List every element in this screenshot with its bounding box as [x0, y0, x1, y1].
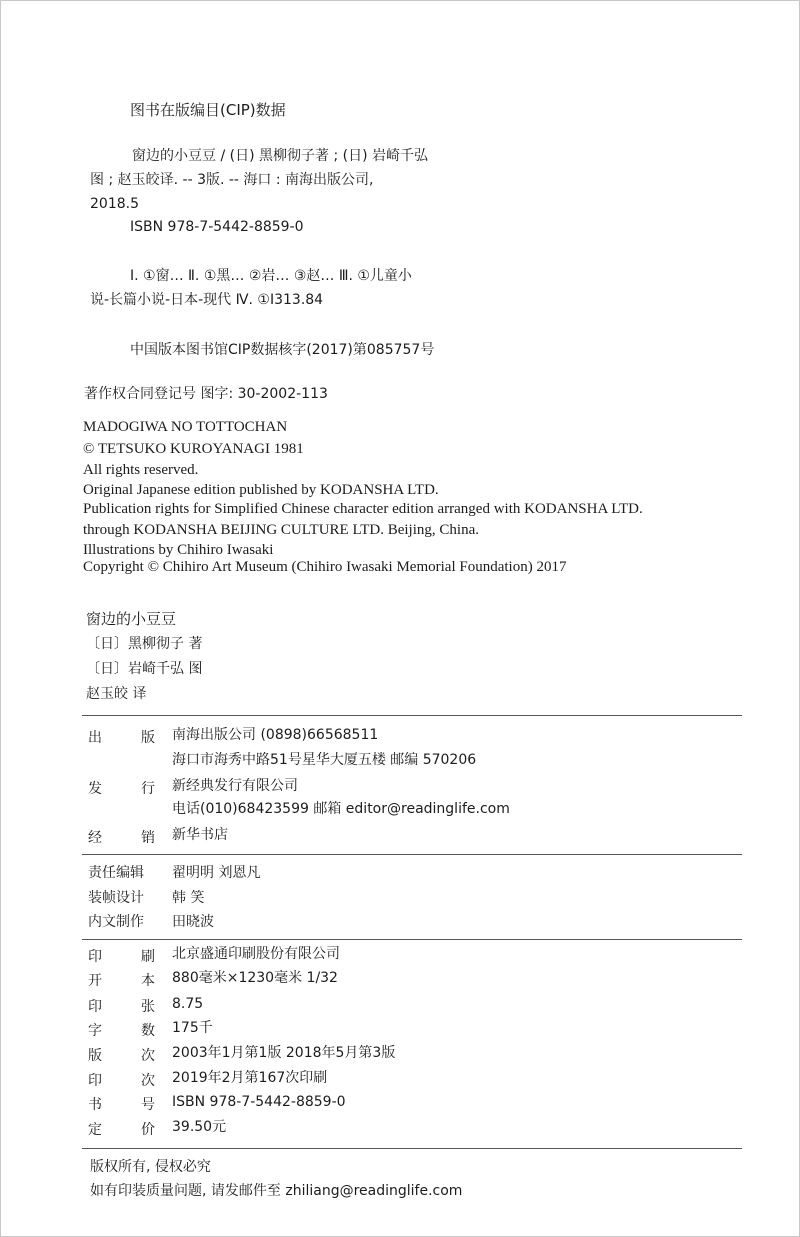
cip-record-number: 中国版本图书馆CIP数据核字(2017)第085757号	[130, 342, 435, 358]
divider	[82, 939, 742, 940]
cip-classification-1: Ⅰ. ①窗… Ⅱ. ①黑… ②岩… ③赵… Ⅲ. ①儿童小	[130, 268, 412, 284]
en-line-4: Original Japanese edition published by KODANSHA LTD.	[83, 482, 439, 498]
copyright-registration: 著作权合同登记号 图字: 30-2002-113	[84, 386, 328, 402]
book-title: 窗边的小豆豆	[86, 610, 177, 628]
distributor-contact: 电话(010)68423599 邮箱 editor@readinglife.com	[172, 801, 510, 817]
en-line-6: through KODANSHA BEIJING CULTURE LTD. Beijing, China.	[83, 522, 479, 538]
en-line-3: All rights reserved.	[83, 462, 199, 478]
cip-date: 2018.5	[90, 196, 139, 212]
sheets-value: 8.75	[172, 996, 204, 1012]
divider	[82, 854, 742, 855]
edition-value: 2003年1月第1版 2018年5月第3版	[172, 1045, 396, 1061]
divider	[82, 715, 742, 716]
seller-value: 新华书店	[172, 827, 228, 843]
design-value: 韩 笑	[172, 890, 205, 906]
label-layout: 内文制作	[88, 914, 144, 930]
format-value: 880毫米×1230毫米 1/32	[172, 970, 338, 986]
cip-pub-line: 图 ; 赵玉皎译. -- 3版. -- 海口 : 南海出版公司,	[90, 172, 374, 188]
en-line-2: © TETSUKO KUROYANAGI 1981	[83, 441, 304, 457]
cip-heading: 图书在版编目(CIP)数据	[130, 101, 286, 119]
word-count-value: 175千	[172, 1020, 213, 1036]
publisher-value: 南海出版公司 (0898)66568511	[172, 727, 379, 743]
book-number-value: ISBN 978-7-5442-8859-0	[172, 1094, 346, 1110]
en-line-1: MADOGIWA NO TOTTOCHAN	[83, 419, 288, 435]
label-editor: 责任编辑	[88, 865, 144, 881]
printing-value: 2019年2月第167次印刷	[172, 1070, 328, 1086]
distributor-value: 新经典发行有限公司	[172, 778, 298, 794]
label-design: 装帧设计	[88, 890, 144, 906]
editor-value: 翟明明 刘恩凡	[172, 865, 261, 881]
en-line-8: Copyright © Chihiro Art Museum (Chihiro Iwasaki Memorial Foundation) 2017	[83, 559, 567, 575]
cip-isbn: ISBN 978-7-5442-8859-0	[130, 219, 304, 235]
quality-notice: 如有印装质量问题, 请发邮件至 zhiliang@readinglife.com	[90, 1183, 463, 1199]
en-line-5: Publication rights for Simplified Chinese character edition arranged with KODANSHA LTD.	[83, 501, 643, 517]
en-line-7: Illustrations by Chihiro Iwasaki	[83, 542, 274, 558]
layout-value: 田晓波	[172, 914, 214, 930]
translator-credit: 赵玉皎 译	[86, 686, 147, 702]
rights-notice: 版权所有, 侵权必究	[90, 1159, 211, 1175]
divider	[82, 1148, 742, 1149]
publisher-address: 海口市海秀中路51号星华大厦五楼 邮编 570206	[172, 752, 477, 768]
illustrator-credit: 〔日〕岩崎千弘 图	[86, 661, 203, 677]
cip-title-line: 窗边的小豆豆 / (日) 黑柳彻子著 ; (日) 岩崎千弘	[132, 148, 428, 164]
price-value: 39.50元	[172, 1119, 227, 1135]
cip-classification-2: 说-长篇小说-日本-现代 Ⅳ. ①I313.84	[90, 292, 324, 308]
printer-value: 北京盛通印刷股份有限公司	[172, 946, 340, 962]
author-credit: 〔日〕黑柳彻子 著	[86, 636, 203, 652]
